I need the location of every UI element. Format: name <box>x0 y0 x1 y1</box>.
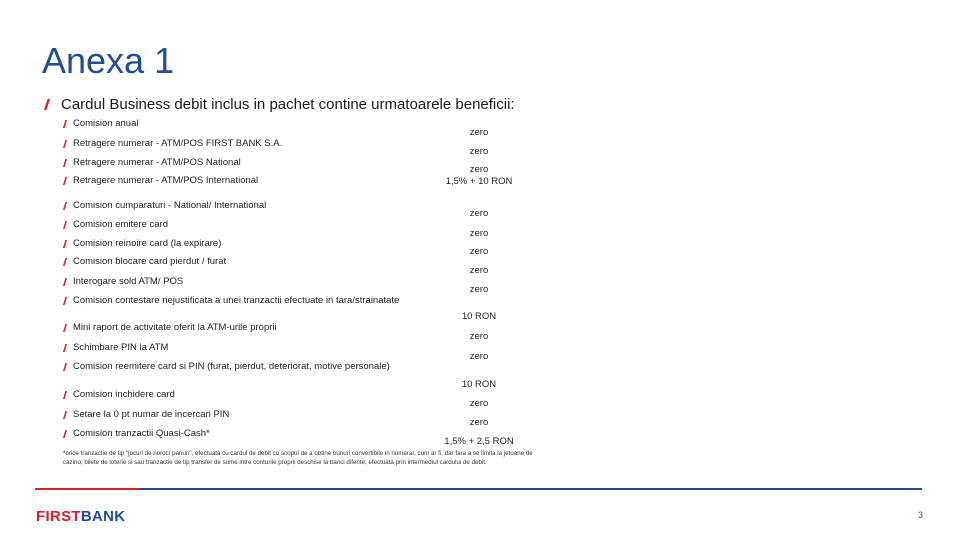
benefit-label: Comision blocare card pierdut / furat <box>73 256 226 267</box>
benefit-value: zero <box>469 208 489 219</box>
benefit-label: Comision inchidere card <box>73 389 175 400</box>
benefit-label: Comision tranzactii Quasi-Cash* <box>73 428 210 439</box>
bullet-marker <box>63 344 67 352</box>
benefit-label: Comision cumparaturi - National/ International <box>73 200 266 211</box>
lead-text: Cardul Business debit inclus in pachet contine urmatoarele beneficii: <box>61 96 515 113</box>
benefit-value: 1,5% + 10 RON <box>445 176 513 187</box>
benefit-value: zero <box>469 331 489 342</box>
benefit-label: Retragere numerar - ATM/POS FIRST BANK S.A. <box>73 138 282 149</box>
benefit-value: zero <box>469 164 489 175</box>
benefit-label: Comision emitere card <box>73 219 168 230</box>
bullet-marker <box>44 99 50 110</box>
benefit-label: Retragere numerar - ATM/POS International <box>73 175 258 186</box>
benefit-label: Comision reinoire card (la expirare) <box>73 238 221 249</box>
benefit-value: 10 RON <box>461 311 497 322</box>
bullet-marker <box>63 430 67 438</box>
footer-divider-blue <box>140 488 922 490</box>
bullet-marker <box>63 120 67 128</box>
benefit-label: Comision contestare nejustificata a unei tranzactii efectuate in tara/strainatate <box>73 295 399 306</box>
logo-first: FIRST <box>36 508 81 525</box>
bullet-marker <box>63 221 67 229</box>
bullet-marker <box>63 177 67 185</box>
benefit-label: Mini raport de activitate oferit la ATM-urile proprii <box>73 322 277 333</box>
footnote: *orice tranzactie de tip "jocuri de noroc/ pariuri", efectuata cu cardul de debit cu scopul de a obtine bunuri convertibile in numerar, cum ar fi, dar fara a se limita la jetoane de cazino, bilete de loterie si sau tranzactie de tip transfer de sume intre conturile proprii deschise la banci diferite, efectuata prin intermediul cardului de debit. <box>63 450 533 466</box>
bullet-marker <box>63 240 67 248</box>
benefit-value: zero <box>469 417 489 428</box>
bullet-marker <box>63 363 67 371</box>
slide-title: Anexa 1 <box>42 40 175 81</box>
benefit-value: 1,5% + 2,5 RON <box>444 436 514 447</box>
bullet-marker <box>63 202 67 210</box>
benefit-value: zero <box>469 398 489 409</box>
bullet-marker <box>63 258 67 266</box>
benefit-value: zero <box>469 127 489 138</box>
bullet-marker <box>63 297 67 305</box>
benefit-value: zero <box>469 265 489 276</box>
bullet-marker <box>63 159 67 167</box>
footer-divider-red <box>35 488 140 490</box>
firstbank-logo <box>36 508 125 525</box>
logo-bank: BANK <box>80 508 126 525</box>
benefit-label: Interogare sold ATM/ POS <box>73 276 183 287</box>
benefit-value: 10 RON <box>461 379 497 390</box>
benefit-value: zero <box>469 228 489 239</box>
benefit-label: Comision reemitere card si PIN (furat, pierdut, deteriorat, motive personale) <box>73 361 390 372</box>
page-number: 3 <box>918 510 924 520</box>
bullet-marker <box>63 140 67 148</box>
benefit-value: zero <box>469 284 489 295</box>
bullet-marker <box>63 411 67 419</box>
benefit-label: Schimbare PIN la ATM <box>73 342 168 353</box>
benefit-label: Comision anual <box>73 118 138 129</box>
benefit-value: zero <box>469 351 489 362</box>
benefit-label: Retragere numerar - ATM/POS National <box>73 157 241 168</box>
benefit-label: Setare la 0 pt numar de incercari PIN <box>73 409 229 420</box>
bullet-marker <box>63 391 67 399</box>
benefit-value: zero <box>469 246 489 257</box>
bullet-marker <box>63 324 67 332</box>
benefit-value: zero <box>469 146 489 157</box>
bullet-marker <box>63 278 67 286</box>
